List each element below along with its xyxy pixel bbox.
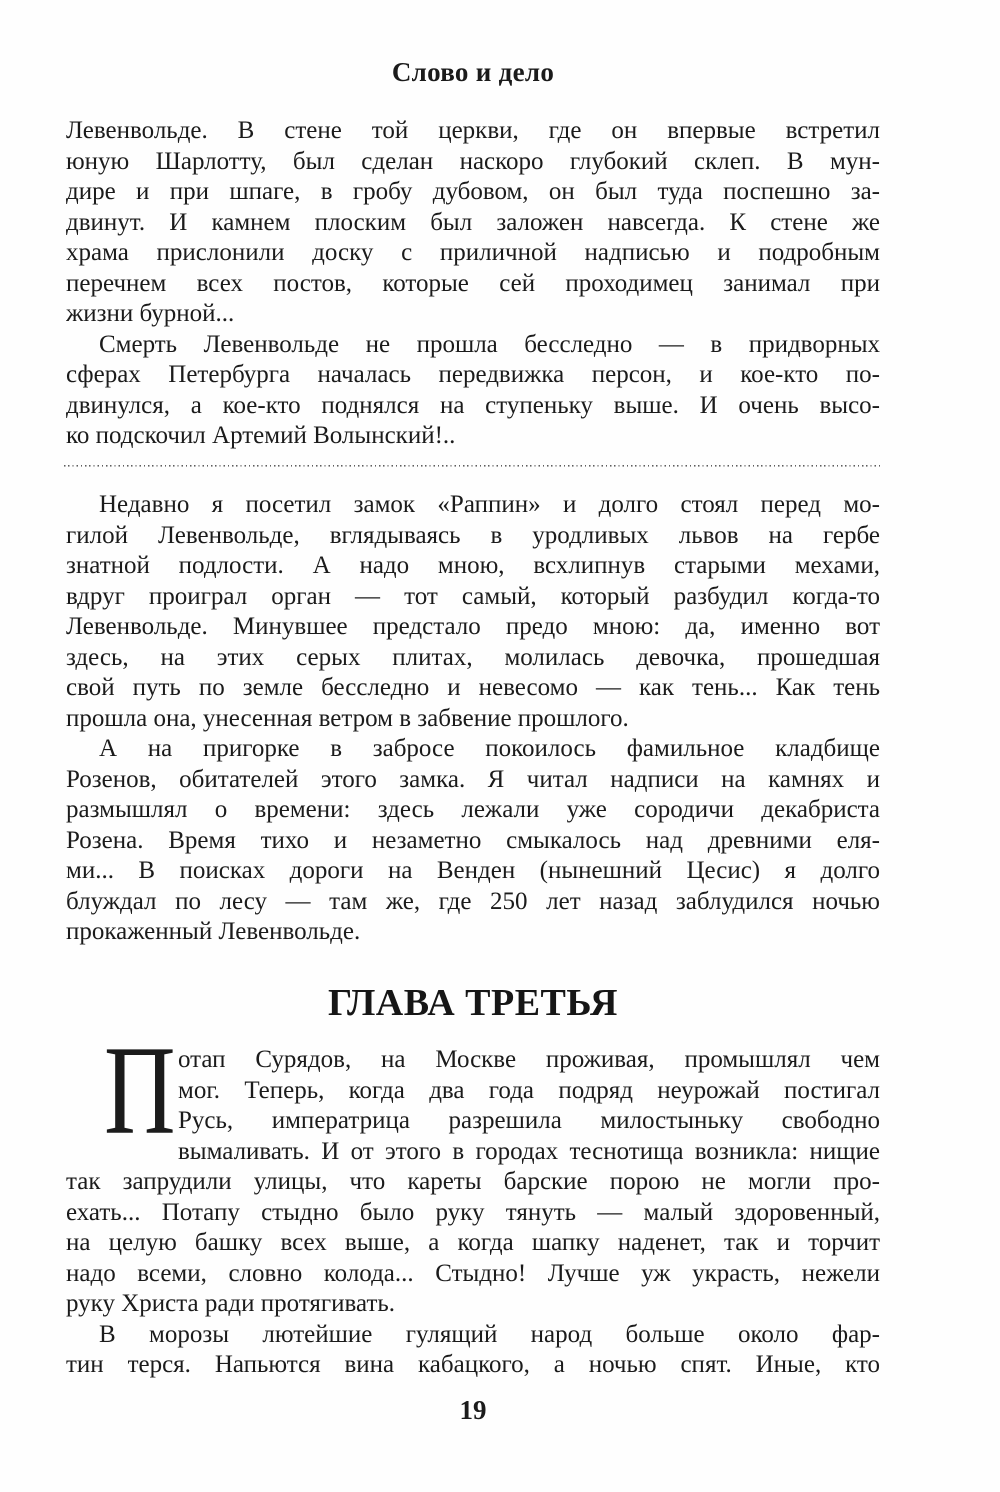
drop-cap-letter: П: [104, 1021, 176, 1161]
text-block-chapter: [66, 1021, 880, 1381]
text-line: Русь, императрица разрешила милостыньку свободно: [178, 1107, 880, 1134]
paragraph: [66, 116, 880, 330]
text-line: знатной подлости. А надо мною, всхлипнув старыми мехами,: [66, 552, 880, 579]
text-line: Смерть Левенвольде не прошла бесследно — в придворных: [99, 330, 880, 358]
text-line: ехать... Потапу стыдно было руку тянуть — малый здоровенный,: [66, 1198, 880, 1226]
text-line: свой путь по земле бесследно и невесомо — как тень... Как тень: [66, 674, 880, 701]
text-line: ми... В поисках дороги на Венден (нынешний Цесис) я долго: [66, 857, 880, 884]
paragraph: [66, 490, 880, 734]
paragraph: [66, 1320, 880, 1381]
text-line: прошла она, унесенная ветром в забвение прошлого.: [66, 704, 629, 732]
text-block-middle: [66, 490, 880, 948]
text-line: двинут. И камнем плоским был заложен навсегда. К стене же: [66, 208, 880, 236]
paragraph: [66, 734, 880, 948]
page-number: 19: [459, 1395, 487, 1425]
text-line: мог. Теперь, когда два года подряд неурожай постигал: [178, 1076, 880, 1104]
running-head-title: Слово и дело: [391, 57, 555, 87]
text-line: сферах Петербурга началась передвижка персон, и кое-кто по-: [66, 361, 880, 388]
text-line: гилой Левенвольде, вглядываясь в уродливых львов на гербе: [66, 521, 880, 549]
text-line: А на пригорке в забросе покоилось фамильное кладбище: [99, 735, 880, 762]
text-line: отап Сурядов, на Москве проживая, промышлял чем: [178, 1046, 880, 1073]
text-line: тин терся. Напьются вина кабацкого, а ночью спят. Иные, кто: [66, 1351, 880, 1378]
text-block-upper: [66, 116, 880, 452]
paragraph: [66, 330, 880, 452]
text-line: прокаженный Левенвольде.: [66, 918, 361, 945]
text-line: дире и при шпаге, в гробу дубовом, он был туда поспешно за-: [66, 178, 880, 205]
text-line: размышлял о времени: здесь лежали уже сородичи декабриста: [66, 796, 880, 823]
section-break-dotted-rule: [64, 464, 882, 467]
text-line: В морозы лютейшие гулящий народ больше около фар-: [99, 1320, 880, 1348]
text-line: руку Христа ради протягивать.: [66, 1290, 396, 1317]
text-line: перечнем всех постов, которые сей проходимец занимал при: [66, 269, 880, 297]
text-line: юную Шарлотту, был сделан наскоро глубокий склеп. В мун-: [66, 147, 880, 175]
text-line: Левенвольде. В стене той церкви, где он впервые встретил: [66, 117, 880, 144]
text-line: Левенвольде. Минувшее предстало предо мною: да, именно вот: [66, 613, 880, 640]
text-line: здесь, на этих серых плитах, молилась девочка, прошедшая: [66, 643, 880, 671]
text-line: вымаливать. И от этого в городах теснотища возникла: нищие: [178, 1137, 880, 1165]
text-line: Недавно я посетил замок «Раппин» и долго стоял перед мо-: [99, 491, 880, 518]
chapter-heading: ГЛАВА ТРЕТЬЯ: [328, 982, 618, 1024]
paragraph: [66, 1021, 880, 1320]
text-line: на целую башку всех выше, а когда шапку наденет, так и торчит: [66, 1229, 880, 1256]
text-line: вдруг проиграл орган — тот самый, который разбудил когда-то: [66, 582, 880, 610]
text-line: надо всеми, словно колода... Стыдно! Лучше уж украсть, нежели: [66, 1259, 880, 1287]
text-line: Розенов, обитателей этого замка. Я читал надписи на камнях и: [66, 765, 880, 793]
text-line: Розена. Время тихо и незаметно смыкалось над древними еля-: [66, 826, 880, 854]
text-line: храма прислонили доску с приличной надписью и подробным: [66, 239, 880, 266]
text-line: двинулся, а кое-кто поднялся на ступеньку выше. И очень высо-: [66, 391, 880, 419]
text-line: жизни бурной...: [66, 300, 235, 327]
text-line: блуждал по лесу — там же, где 250 лет назад заблудился ночью: [66, 887, 880, 915]
text-line: так запрудили улицы, что кареты барские порою не могли про-: [66, 1168, 880, 1195]
text-line: ко подскочил Артемий Волынский!..: [66, 422, 456, 449]
